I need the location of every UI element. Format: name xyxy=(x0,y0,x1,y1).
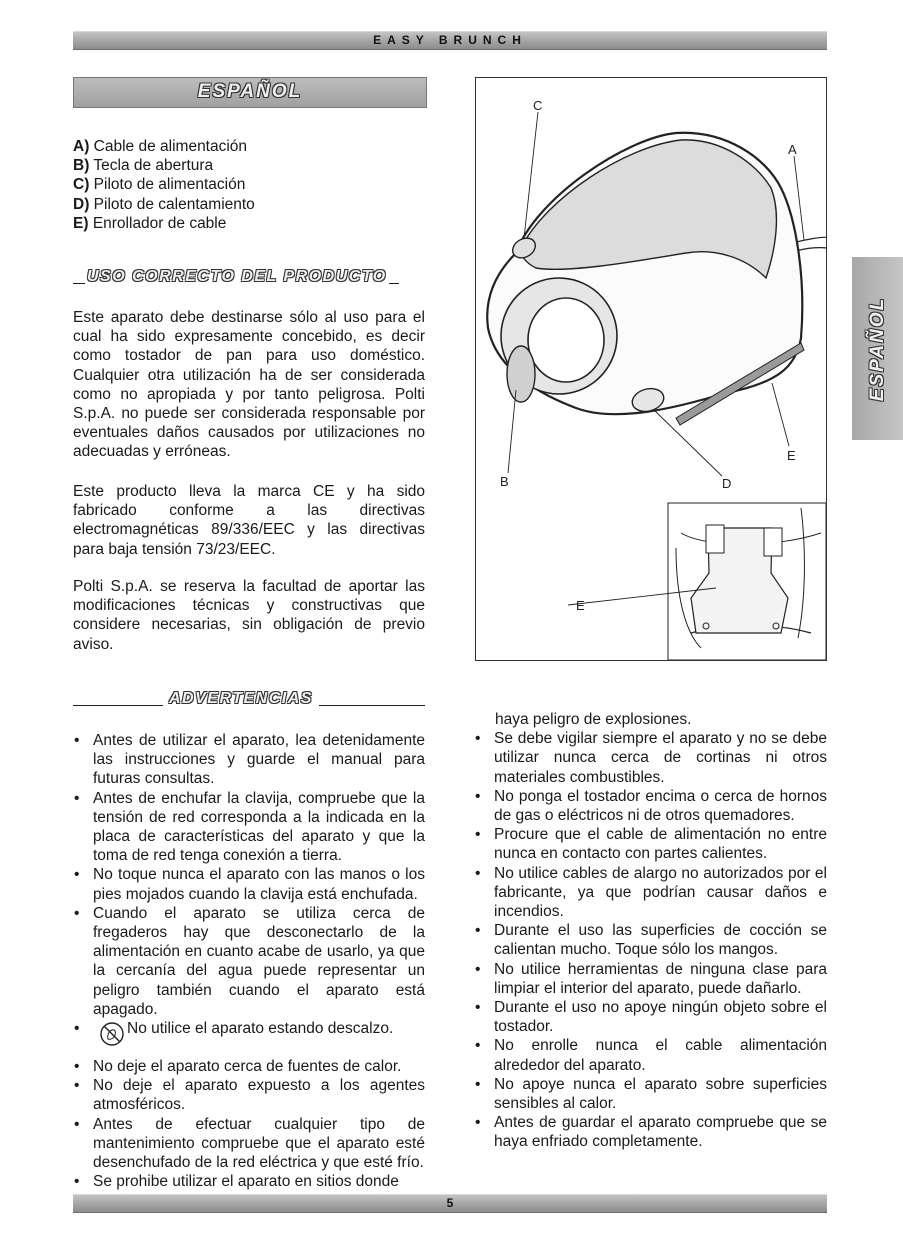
uso-heading xyxy=(73,268,425,286)
label-e: E xyxy=(787,448,796,463)
warning-text: No utilice cables de alargo no autorizados por el fabricante, ya que podrían causar daños e incendios. xyxy=(494,864,827,921)
warning-text: Durante el uso no apoye ningún objeto sobre el tostador. xyxy=(494,999,827,1036)
list-item xyxy=(73,1019,425,1057)
part-key: B) xyxy=(73,157,90,175)
heading-rule xyxy=(73,705,163,706)
bullet: • xyxy=(475,730,481,748)
part-label: Tecla de abertura xyxy=(93,157,214,175)
bullet: • xyxy=(475,826,481,844)
warning-text: Se debe vigilar siempre el aparato y no se debe utilizar nunca cerca de cortinas ni otros materiales combustibles. xyxy=(494,730,827,786)
product-figure xyxy=(475,77,827,661)
list-item xyxy=(474,729,827,787)
section-title: ESPAÑOL xyxy=(197,81,303,102)
heading-rule xyxy=(389,283,399,284)
advertencias-heading xyxy=(73,690,425,708)
warning-text: No deje el aparato cerca de fuentes de calor. xyxy=(93,1058,402,1076)
list-item xyxy=(474,1036,827,1074)
warnings-list-left xyxy=(73,731,425,1191)
warning-text: Durante el uso las superficies de cocción se calientan mucho. Toque sólo los mangos. xyxy=(494,922,827,959)
parts-list xyxy=(73,137,373,233)
list-item xyxy=(73,865,425,903)
label-a: A xyxy=(788,142,797,157)
part-row xyxy=(73,214,373,233)
footer-bar xyxy=(73,1194,827,1213)
warning-text: No deje el aparato expuesto a los agentes atmosféricos. xyxy=(93,1077,425,1114)
bullet: • xyxy=(74,1173,80,1191)
warning-text: Se prohibe utilizar el aparato en sitios donde xyxy=(93,1173,399,1191)
header-bar xyxy=(73,31,827,50)
list-item xyxy=(73,904,425,1019)
bullet: • xyxy=(475,922,481,940)
part-row xyxy=(73,137,373,156)
side-tab-label: ESPAÑOL xyxy=(866,296,888,401)
no-barefoot-icon xyxy=(99,1021,125,1047)
list-item xyxy=(474,998,827,1036)
bullet: • xyxy=(475,1037,481,1055)
uso-paragraph: Este aparato debe destinarse sólo al uso para el cual ha sido expresamente concebido, es decir como tostador de pan para uso doméstico. Cualquier otra utilización ha de ser considerada como no apropiada y por tanto peligrosa. Polti S.p.A. no puede ser considerada responsable por eventuales daños causados por utilizaciones no adecuadas y erróneas. xyxy=(73,309,425,461)
part-key: D) xyxy=(73,195,90,213)
section-header xyxy=(73,77,427,108)
part-key: A) xyxy=(73,138,90,155)
warning-text: Antes de guardar el aparato compruebe que se haya enfriado completamente. xyxy=(494,1114,827,1151)
part-label: Piloto de calentamiento xyxy=(93,195,255,213)
warnings-list-right xyxy=(474,710,827,1152)
warning-text: Antes de efectuar cualquier tipo de mantenimiento compruebe que el aparato esté desenchufado de la red eléctrica y que esté frío. xyxy=(93,1115,425,1172)
bullet: • xyxy=(74,1020,80,1038)
side-language-tab xyxy=(852,257,903,440)
bullet: • xyxy=(74,904,80,922)
bullet: • xyxy=(475,1075,481,1093)
part-label: Piloto de alimentación xyxy=(93,176,246,194)
uso-title: USO CORRECTO DEL PRODUCTO xyxy=(87,268,387,285)
page-number: 5 xyxy=(446,1196,454,1210)
warning-text: No ponga el tostador encima o cerca de hornos de gas o eléctricos ni de otros quemadores. xyxy=(494,787,827,825)
bullet: • xyxy=(475,787,481,805)
list-item xyxy=(73,1057,425,1076)
list-item xyxy=(73,789,425,866)
warning-text: Cuando el aparato se utiliza cerca de fregaderos hay que desconectarlo de la alimentación en cuanto acabe de usarlo, ya que la cercanía del agua puede representar un peligro también cuando el aparato está apagado. xyxy=(93,904,425,1018)
label-d: D xyxy=(722,476,732,491)
label-b: B xyxy=(500,474,509,489)
list-item xyxy=(474,787,827,825)
warning-text: No utilice el aparato estando descalzo. xyxy=(127,1020,394,1038)
bullet: • xyxy=(74,1058,80,1076)
bullet: • xyxy=(74,1115,80,1133)
bullet: • xyxy=(74,1077,80,1095)
list-item xyxy=(474,864,827,922)
warning-text: No apoye nunca el aparato sobre superficies sensibles al calor. xyxy=(494,1075,827,1113)
bullet: • xyxy=(475,1114,481,1132)
part-row xyxy=(73,156,373,175)
toaster-illustration xyxy=(476,78,826,660)
bullet: • xyxy=(74,789,80,807)
warning-text: Antes de enchufar la clavija, compruebe que la tensión de red corresponda a la indicada en la placa de características del aparato y que la toma de red tenga conexión a tierra. xyxy=(93,789,425,865)
label-c: C xyxy=(533,98,543,113)
advertencias-title: ADVERTENCIAS xyxy=(169,690,313,707)
part-row xyxy=(73,195,373,214)
bullet: • xyxy=(475,960,481,978)
list-item xyxy=(474,1113,827,1151)
list-item xyxy=(73,731,425,789)
part-key: C) xyxy=(73,176,90,194)
uso-paragraph: Este producto lleva la marca CE y ha sido fabricado conforme a las directivas electromagnéticas 89/336/EEC y las directivas para baja tensión 73/23/EEC. xyxy=(73,483,425,558)
header-title: EASY BRUNCH xyxy=(373,33,527,47)
label-e-inset: E xyxy=(576,598,585,613)
bullet: • xyxy=(74,866,80,884)
heading-rule xyxy=(73,283,85,284)
part-row xyxy=(73,175,373,194)
list-item-continuation xyxy=(474,710,827,729)
warning-text: No enrolle nunca el cable alimentación alrededor del aparato. xyxy=(494,1037,827,1074)
list-item xyxy=(73,1076,425,1114)
heading-rule xyxy=(319,705,425,706)
warning-text: Antes de utilizar el aparato, lea detenidamente las instrucciones y guarde el manual para futuras consultas. xyxy=(93,732,425,788)
part-key: E) xyxy=(73,214,89,232)
list-item xyxy=(474,921,827,959)
warning-text: No utilice herramientas de ninguna clase para limpiar el interior del aparato, puede dañarlo. xyxy=(494,960,827,997)
bullet: • xyxy=(475,999,481,1017)
list-item xyxy=(474,825,827,863)
warning-text: Procure que el cable de alimentación no entre nunca en contacto con partes calientes. xyxy=(494,826,827,863)
bullet: • xyxy=(74,732,80,749)
bullet: • xyxy=(475,864,481,882)
uso-paragraph: Polti S.p.A. se reserva la facultad de aportar las modificaciones técnicas y constructivas que considere necesarias, sin obligación de previo aviso. xyxy=(73,578,425,653)
list-item xyxy=(73,1172,425,1191)
warning-text: haya peligro de explosiones. xyxy=(495,711,692,728)
list-item xyxy=(474,1075,827,1113)
part-label: Cable de alimentación xyxy=(93,138,248,155)
warning-text: No toque nunca el aparato con las manos o los pies mojados cuando la clavija está enchufada. xyxy=(93,866,425,903)
list-item xyxy=(73,1115,425,1173)
part-label: Enrollador de cable xyxy=(92,214,227,232)
list-item xyxy=(474,960,827,998)
